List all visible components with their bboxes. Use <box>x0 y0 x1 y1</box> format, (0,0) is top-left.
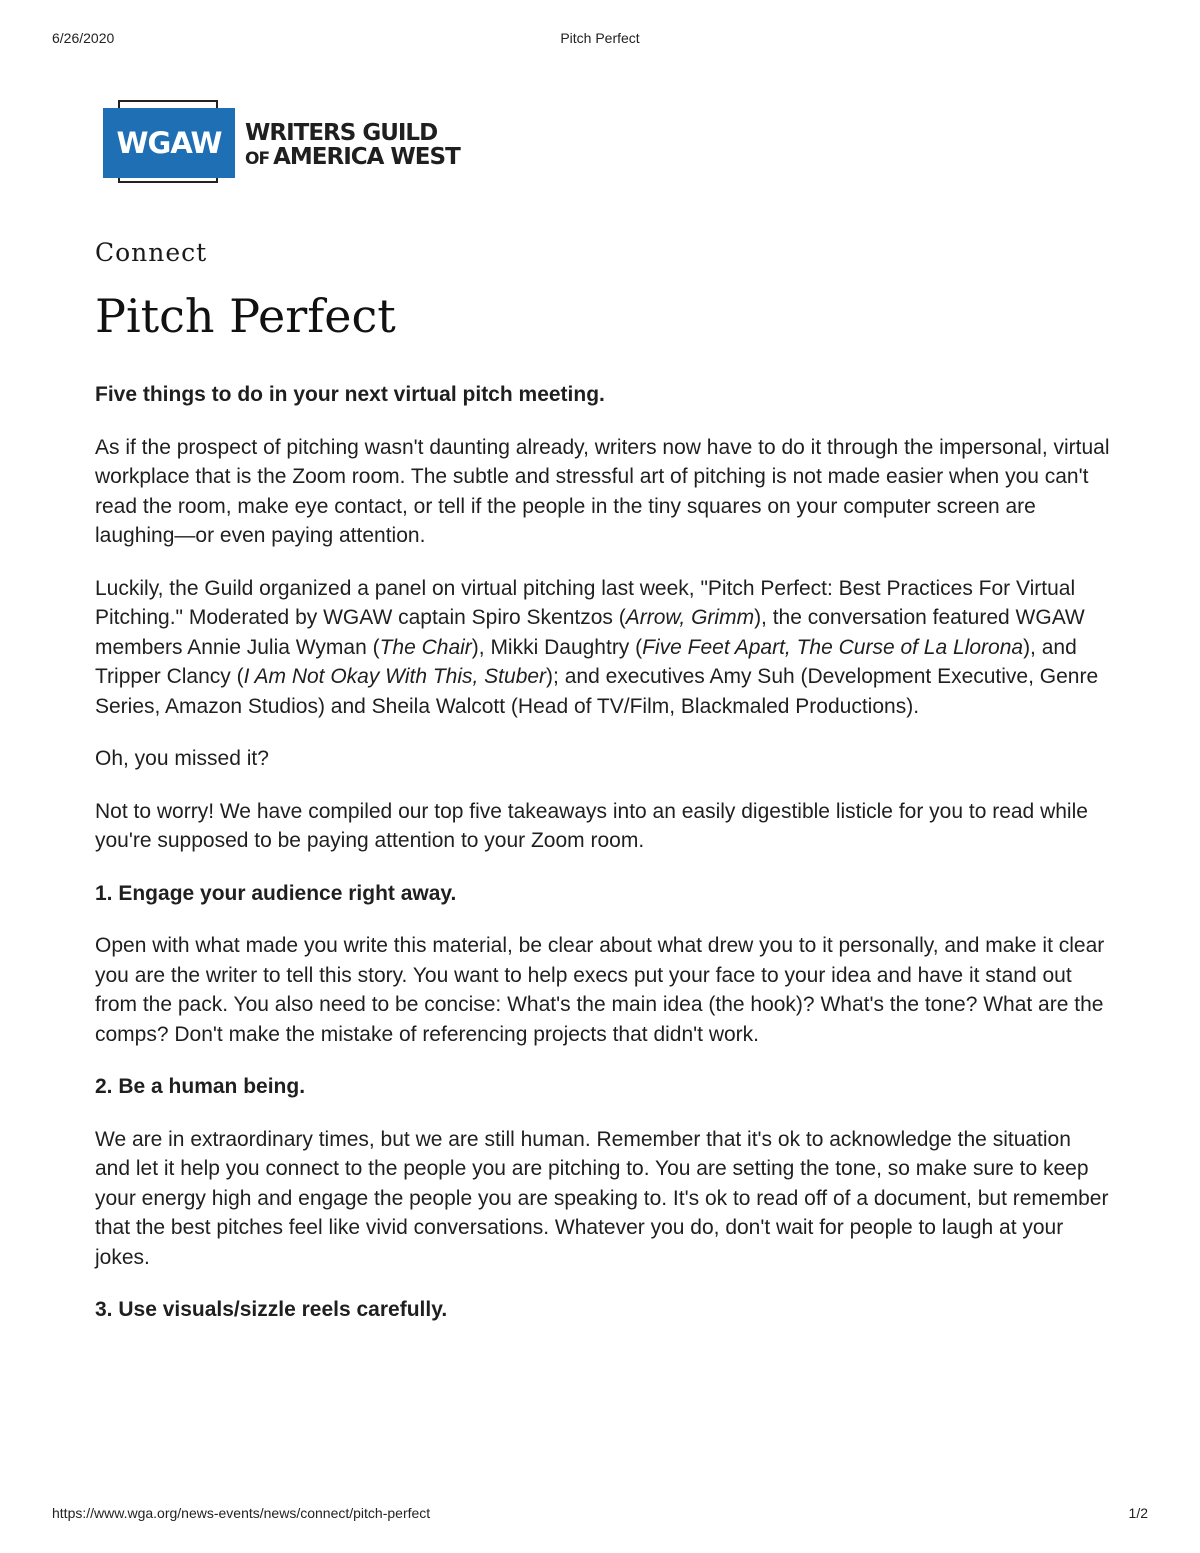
paragraph-not-to-worry: Not to worry! We have compiled our top five takeaways into an easily digestible listicle for you to read while you're supposed to be paying attention to your Zoom room. <box>95 799 1088 852</box>
wgaw-logo-graphic <box>102 100 482 186</box>
paragraph-intro: As if the prospect of pitching wasn't daunting already, writers now have to do it through the impersonal, virtual workplace that is the Zoom room. The subtle and stressful art of pitching is not made easier when you can't read the room, make eye contact, or tell if the people in the tiny squares on your computer screen are laughing—or even paying attention. <box>95 435 1110 547</box>
credit-spiro: Arrow, Grimm <box>625 606 755 629</box>
subhead-3: 3. Use visuals/sizzle reels carefully. <box>95 1298 448 1321</box>
logo-line-2-rest: AMERICA WEST <box>273 144 460 170</box>
print-title: Pitch Perfect <box>560 30 640 46</box>
logo-mark-text: WGAW <box>116 126 222 160</box>
print-url[interactable]: https://www.wga.org/news-events/news/connect/pitch-perfect <box>52 1505 431 1521</box>
subhead-1: 1. Engage your audience right away. <box>95 881 457 905</box>
page-counter: 1/2 <box>1128 1505 1148 1521</box>
panel-text-3: ), Mikki Daughtry ( <box>471 635 643 659</box>
print-footer <box>52 1505 1148 1523</box>
panel-text-5: ); and executives Amy Suh (Development Executive, Genre Series, Amazon Studios) and Sheila Walcott (Head of TV/Film, Blackmaled Productions). <box>95 665 1099 718</box>
subhead-2: 2. Be a human being. <box>95 1075 306 1098</box>
panel-text-2: ), the conversation featured WGAW members Annie Julia Wyman ( <box>95 606 1085 659</box>
panel-text-4: ), and Tripper Clancy ( <box>95 635 1077 688</box>
article-dek: Five things to do in your next virtual pitch meeting. <box>95 383 605 406</box>
panel-text-1: Luckily, the Guild organized a panel on virtual pitching last week, "Pitch Perfect: Best Practices For Virtual Pitching." Moderated by WGAW captain Spiro Skentzos ( <box>95 576 1076 629</box>
article <box>95 236 1110 1325</box>
logo-line-1: WRITERS GUILD <box>245 120 438 146</box>
print-date: 6/26/2020 <box>52 30 115 46</box>
paragraph-panel <box>95 574 1110 722</box>
paragraph-engage: Open with what made you write this material, be clear about what drew you to it personally, and make it clear you are the writer to tell this story. You want to help execs put your face to your idea and have it stand out from the pack. You also need to be concise: What's the main idea (the hook)? What's the tone? What are the comps? Don't make the mistake of referencing projects that didn't work. <box>95 934 1105 1046</box>
credit-tripper: I Am Not Okay With This, Stuber <box>243 665 547 688</box>
wgaw-logo[interactable] <box>102 100 482 186</box>
logo-line-2 <box>245 144 461 170</box>
credit-mikki: Five Feet Apart, The Curse of La Llorona <box>642 635 1024 659</box>
paragraph-human: We are in extraordinary times, but we are still human. Remember that it's ok to acknowledge the situation and let it help you connect to the people you are pitching to. You are setting the tone, so make sure to keep your energy high and engage the people you are speaking to. It's ok to read off of a document, but remember that the best pitches feel like vivid conversations. Whatever you do, don't wait for people to laugh at your jokes. <box>95 1127 1109 1269</box>
print-header <box>52 30 1148 48</box>
logo-line-2-of: OF <box>245 149 270 169</box>
section-label[interactable]: Connect <box>95 238 208 267</box>
paragraph-missed: Oh, you missed it? <box>95 747 269 770</box>
page-title: Pitch Perfect <box>95 289 396 343</box>
credit-annie: The Chair <box>379 635 472 659</box>
